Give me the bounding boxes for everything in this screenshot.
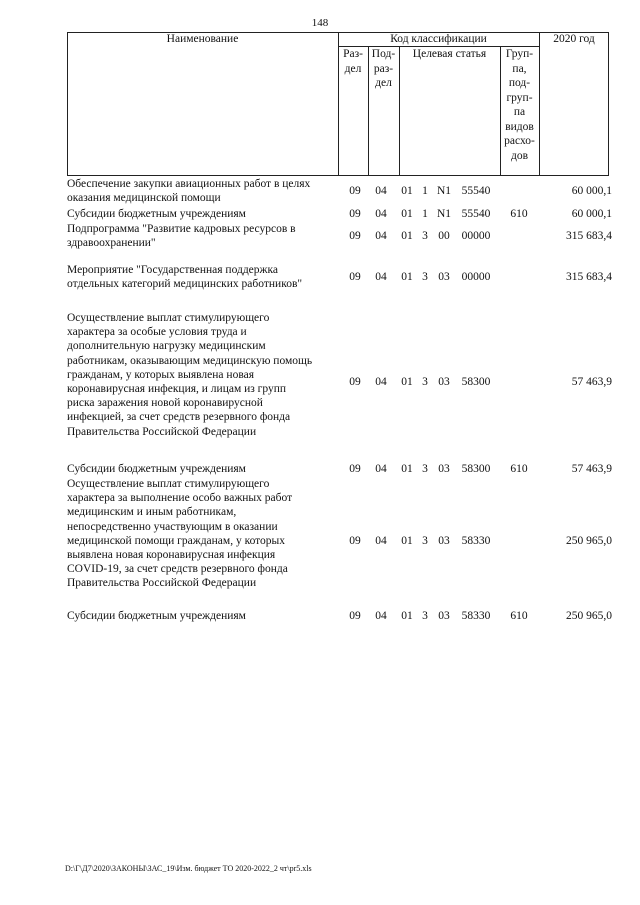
amount-2020: 57 463,9 — [571, 376, 612, 388]
amount-2020: 57 463,9 — [571, 463, 612, 475]
target-direction-code: 55540 — [461, 185, 491, 197]
row-name: Субсидии бюджетным учреждениям — [67, 208, 246, 220]
target-subprogram-code: 1 — [422, 185, 428, 197]
amount-2020: 250 965,0 — [566, 610, 612, 622]
section-code: 09 — [349, 463, 361, 475]
section-code: 09 — [349, 376, 361, 388]
expense-group-code: 610 — [510, 610, 528, 622]
amount-2020: 60 000,1 — [571, 185, 612, 197]
target-program-code: 01 — [401, 271, 413, 283]
column-group-header: Груп- па, под- груп- па видов расхо- дов — [504, 48, 535, 162]
target-event-code: 03 — [438, 376, 450, 388]
subsection-code: 04 — [375, 271, 387, 283]
target-direction-code: 58330 — [461, 535, 491, 547]
target-event-code: 03 — [438, 463, 450, 475]
header-border-left — [67, 32, 68, 176]
column-name-header: Наименование — [166, 33, 239, 45]
target-program-code: 01 — [401, 535, 413, 547]
target-subprogram-code: 3 — [422, 230, 428, 242]
row-name: Субсидии бюджетным учреждениям — [67, 610, 246, 622]
row-name: Мероприятие "Государственная поддержка отдельных категорий медицинских работников" — [67, 264, 303, 291]
target-direction-code: 00000 — [461, 230, 491, 242]
page-number: 148 — [311, 17, 329, 29]
section-code: 09 — [349, 610, 361, 622]
section-code: 09 — [349, 271, 361, 283]
target-program-code: 01 — [401, 208, 413, 220]
subsection-code: 04 — [375, 463, 387, 475]
amount-2020: 315 683,4 — [566, 230, 612, 242]
row-name: Осуществление выплат стимулирующего характера за особые условия труда и дополнительную нагрузку медицинским работникам, оказывающим медицинскую помощь гражданам, у которых выявлена новая коронавирусная инфекция, и лицам из групп риска заражения новой коронавирусной инфекцией, за счет средств резервного фонда Правительства Российской Федерации — [67, 312, 313, 438]
target-subprogram-code: 1 — [422, 208, 428, 220]
expense-group-code: 610 — [510, 463, 528, 475]
section-code: 09 — [349, 208, 361, 220]
column-section-header: Раз- дел — [343, 48, 363, 75]
target-event-code: N1 — [436, 185, 452, 197]
subsection-code: 04 — [375, 376, 387, 388]
row-name: Обеспечение закупки авиационных работ в целях оказания медицинской помощи — [67, 178, 311, 205]
expense-group-code: 610 — [510, 208, 528, 220]
subsection-code: 04 — [375, 535, 387, 547]
target-subprogram-code: 3 — [422, 463, 428, 475]
row-name: Осуществление выплат стимулирующего характера за выполнение особо важных работ медицинским и иным работникам, непосредственно участвующим в оказании медицинской помощи гражданам, у которых выявлена новая коронавирусная инфекция COVID-19, за счет средств резервного фонда Правительства Российской Федерации — [67, 478, 293, 590]
row-name: Субсидии бюджетным учреждениям — [67, 463, 246, 475]
subsection-code: 04 — [375, 230, 387, 242]
target-direction-code: 55540 — [461, 208, 491, 220]
header-divider-subsection — [399, 46, 400, 176]
section-code: 09 — [349, 185, 361, 197]
column-year-header: 2020 год — [553, 33, 595, 45]
target-direction-code: 00000 — [461, 271, 491, 283]
amount-2020: 250 965,0 — [566, 535, 612, 547]
target-event-code: N1 — [436, 208, 452, 220]
file-path-footer: D:\Г\Д7\2020\ЗАКОНЫ\ЗАС_19\Изм. бюджет ТО 2020-2022_2 чт\pr5.xls — [65, 864, 312, 873]
column-code-header: Код классификации — [390, 33, 487, 45]
target-program-code: 01 — [401, 185, 413, 197]
target-program-code: 01 — [401, 376, 413, 388]
target-direction-code: 58330 — [461, 610, 491, 622]
table-header — [67, 32, 609, 176]
target-subprogram-code: 3 — [422, 535, 428, 547]
target-program-code: 01 — [401, 463, 413, 475]
row-name: Подпрограмма "Развитие кадровых ресурсов в здравоохранении" — [67, 223, 296, 250]
amount-2020: 315 683,4 — [566, 271, 612, 283]
section-code: 09 — [349, 230, 361, 242]
amount-2020: 60 000,1 — [571, 208, 612, 220]
header-border-right — [608, 32, 609, 176]
column-subsection-header: Под- раз- дел — [371, 48, 396, 89]
target-direction-code: 58300 — [461, 376, 491, 388]
target-event-code: 03 — [438, 271, 450, 283]
target-event-code: 03 — [438, 535, 450, 547]
subsection-code: 04 — [375, 185, 387, 197]
target-event-code: 00 — [438, 230, 450, 242]
target-subprogram-code: 3 — [422, 271, 428, 283]
target-event-code: 03 — [438, 610, 450, 622]
column-target-header: Целевая статья — [412, 48, 487, 60]
subsection-code: 04 — [375, 610, 387, 622]
target-program-code: 01 — [401, 610, 413, 622]
subsection-code: 04 — [375, 208, 387, 220]
header-divider-group — [539, 32, 540, 176]
target-program-code: 01 — [401, 230, 413, 242]
section-code: 09 — [349, 535, 361, 547]
target-subprogram-code: 3 — [422, 610, 428, 622]
target-subprogram-code: 3 — [422, 376, 428, 388]
target-direction-code: 58300 — [461, 463, 491, 475]
